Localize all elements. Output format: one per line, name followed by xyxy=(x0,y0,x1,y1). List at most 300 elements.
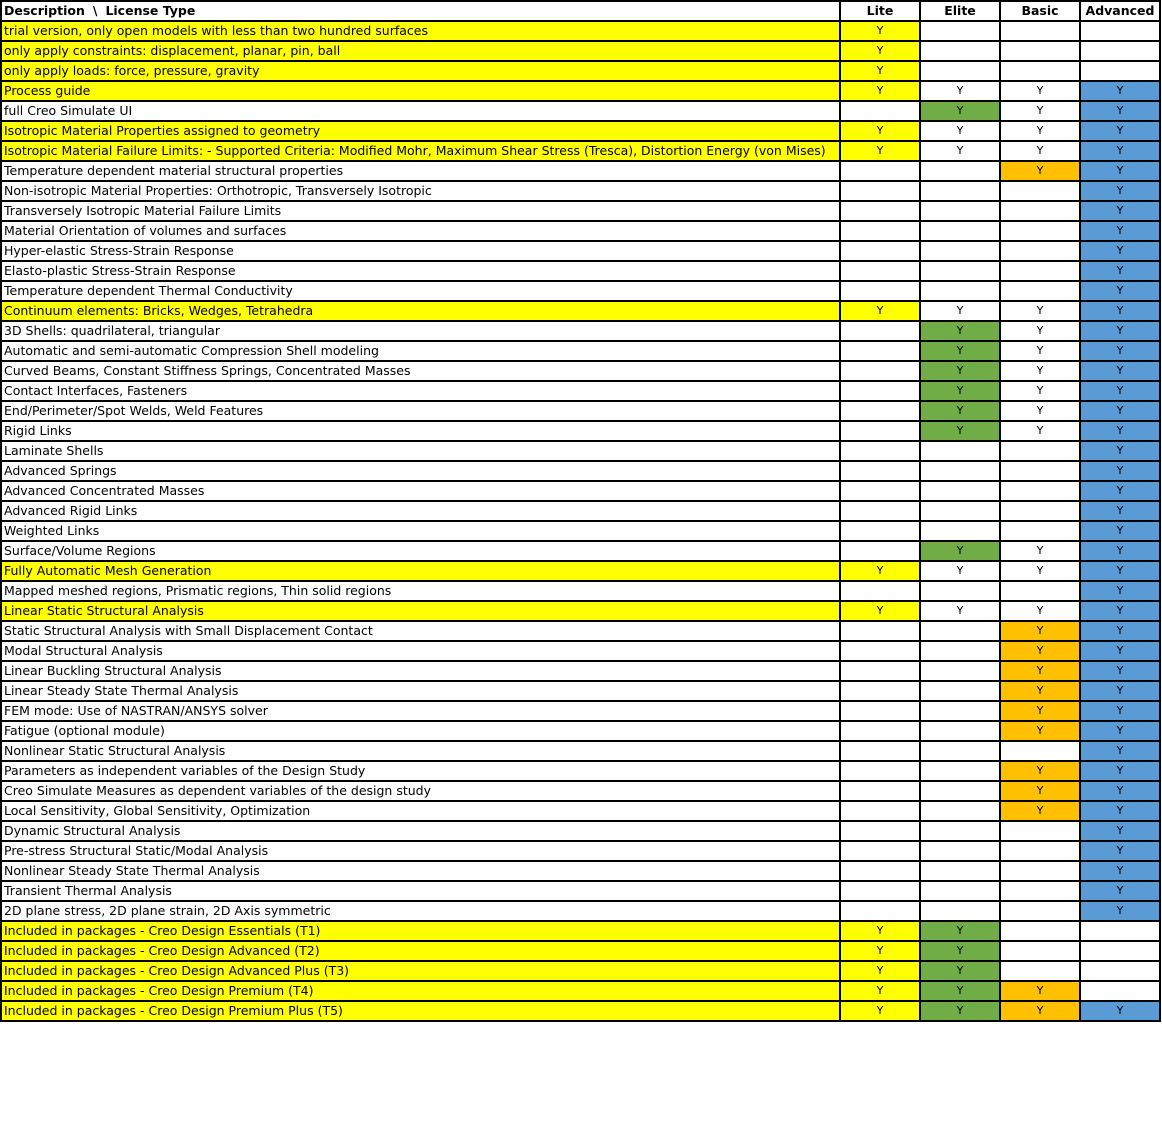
advanced-cell xyxy=(1080,961,1160,981)
feature-description: Fatigue (optional module) xyxy=(1,721,840,741)
table-row xyxy=(1,881,1160,901)
feature-description: Creo Simulate Measures as dependent variables of the design study xyxy=(1,781,840,801)
advanced-cell: Y xyxy=(1080,901,1160,921)
basic-cell xyxy=(1000,481,1080,501)
lite-cell xyxy=(840,741,920,761)
advanced-cell: Y xyxy=(1080,321,1160,341)
lite-cell xyxy=(840,361,920,381)
table-row xyxy=(1,201,1160,221)
table-row xyxy=(1,21,1160,41)
advanced-cell: Y xyxy=(1080,621,1160,641)
basic-cell: Y xyxy=(1000,701,1080,721)
lite-cell xyxy=(840,801,920,821)
advanced-cell: Y xyxy=(1080,581,1160,601)
feature-description: Included in packages - Creo Design Advanced Plus (T3) xyxy=(1,961,840,981)
lite-cell: Y xyxy=(840,121,920,141)
table-row xyxy=(1,101,1160,121)
lite-cell xyxy=(840,721,920,741)
elite-cell xyxy=(920,161,1000,181)
feature-description: 3D Shells: quadrilateral, triangular xyxy=(1,321,840,341)
feature-description: Included in packages - Creo Design Essentials (T1) xyxy=(1,921,840,941)
elite-cell xyxy=(920,621,1000,641)
advanced-cell: Y xyxy=(1080,801,1160,821)
table-row xyxy=(1,281,1160,301)
basic-cell: Y xyxy=(1000,361,1080,381)
feature-description: Linear Steady State Thermal Analysis xyxy=(1,681,840,701)
lite-cell xyxy=(840,861,920,881)
basic-cell: Y xyxy=(1000,1001,1080,1021)
advanced-cell: Y xyxy=(1080,381,1160,401)
table-row xyxy=(1,221,1160,241)
feature-description: Included in packages - Creo Design Premium Plus (T5) xyxy=(1,1001,840,1021)
header-license-type-label: License Type xyxy=(105,3,196,18)
basic-cell: Y xyxy=(1000,301,1080,321)
header-separator: \ xyxy=(92,3,98,18)
advanced-cell xyxy=(1080,61,1160,81)
feature-description: Continuum elements: Bricks, Wedges, Tetrahedra xyxy=(1,301,840,321)
feature-description: Nonlinear Static Structural Analysis xyxy=(1,741,840,761)
advanced-cell: Y xyxy=(1080,741,1160,761)
table-row xyxy=(1,481,1160,501)
advanced-cell: Y xyxy=(1080,261,1160,281)
table-row xyxy=(1,361,1160,381)
lite-cell xyxy=(840,101,920,121)
lite-cell xyxy=(840,501,920,521)
table-row xyxy=(1,441,1160,461)
elite-cell: Y xyxy=(920,301,1000,321)
lite-cell xyxy=(840,641,920,661)
elite-cell xyxy=(920,861,1000,881)
table-row xyxy=(1,941,1160,961)
lite-cell: Y xyxy=(840,1001,920,1021)
table-row xyxy=(1,461,1160,481)
header-elite: Elite xyxy=(920,1,1000,21)
lite-cell: Y xyxy=(840,941,920,961)
lite-cell: Y xyxy=(840,41,920,61)
elite-cell: Y xyxy=(920,81,1000,101)
feature-description: Pre-stress Structural Static/Modal Analysis xyxy=(1,841,840,861)
lite-cell xyxy=(840,581,920,601)
basic-cell: Y xyxy=(1000,121,1080,141)
basic-cell: Y xyxy=(1000,601,1080,621)
table-row xyxy=(1,301,1160,321)
advanced-cell: Y xyxy=(1080,301,1160,321)
advanced-cell: Y xyxy=(1080,561,1160,581)
elite-cell xyxy=(920,901,1000,921)
feature-description: Weighted Links xyxy=(1,521,840,541)
elite-cell xyxy=(920,721,1000,741)
elite-cell xyxy=(920,781,1000,801)
advanced-cell: Y xyxy=(1080,281,1160,301)
header-lite: Lite xyxy=(840,1,920,21)
elite-cell: Y xyxy=(920,341,1000,361)
basic-cell xyxy=(1000,201,1080,221)
elite-cell: Y xyxy=(920,421,1000,441)
lite-cell xyxy=(840,821,920,841)
advanced-cell: Y xyxy=(1080,241,1160,261)
feature-description: Transient Thermal Analysis xyxy=(1,881,840,901)
table-row xyxy=(1,41,1160,61)
feature-description: Rigid Links xyxy=(1,421,840,441)
lite-cell: Y xyxy=(840,21,920,41)
advanced-cell: Y xyxy=(1080,481,1160,501)
advanced-cell: Y xyxy=(1080,221,1160,241)
basic-cell xyxy=(1000,941,1080,961)
basic-cell: Y xyxy=(1000,421,1080,441)
basic-cell: Y xyxy=(1000,541,1080,561)
basic-cell: Y xyxy=(1000,101,1080,121)
table-row xyxy=(1,781,1160,801)
feature-description: Curved Beams, Constant Stiffness Springs, Concentrated Masses xyxy=(1,361,840,381)
basic-cell: Y xyxy=(1000,781,1080,801)
table-row xyxy=(1,721,1160,741)
lite-cell: Y xyxy=(840,81,920,101)
table-row xyxy=(1,241,1160,261)
elite-cell: Y xyxy=(920,921,1000,941)
advanced-cell xyxy=(1080,981,1160,1001)
table-row xyxy=(1,501,1160,521)
feature-description: Process guide xyxy=(1,81,840,101)
basic-cell: Y xyxy=(1000,621,1080,641)
table-row xyxy=(1,601,1160,621)
basic-cell: Y xyxy=(1000,341,1080,361)
lite-cell xyxy=(840,901,920,921)
advanced-cell: Y xyxy=(1080,601,1160,621)
header-row xyxy=(1,1,1160,21)
lite-cell: Y xyxy=(840,921,920,941)
lite-cell xyxy=(840,341,920,361)
feature-description: Contact Interfaces, Fasteners xyxy=(1,381,840,401)
elite-cell: Y xyxy=(920,381,1000,401)
basic-cell xyxy=(1000,521,1080,541)
feature-description: Hyper-elastic Stress-Strain Response xyxy=(1,241,840,261)
elite-cell: Y xyxy=(920,121,1000,141)
table-row xyxy=(1,1001,1160,1021)
basic-cell: Y xyxy=(1000,381,1080,401)
table-row xyxy=(1,161,1160,181)
feature-description: Parameters as independent variables of the Design Study xyxy=(1,761,840,781)
elite-cell xyxy=(920,261,1000,281)
feature-description: FEM mode: Use of NASTRAN/ANSYS solver xyxy=(1,701,840,721)
elite-cell xyxy=(920,821,1000,841)
table-row xyxy=(1,181,1160,201)
elite-cell xyxy=(920,441,1000,461)
feature-description: Fully Automatic Mesh Generation xyxy=(1,561,840,581)
lite-cell xyxy=(840,681,920,701)
table-row xyxy=(1,701,1160,721)
table-row xyxy=(1,321,1160,341)
advanced-cell: Y xyxy=(1080,181,1160,201)
table-row xyxy=(1,421,1160,441)
elite-cell xyxy=(920,21,1000,41)
basic-cell xyxy=(1000,21,1080,41)
basic-cell xyxy=(1000,921,1080,941)
elite-cell: Y xyxy=(920,361,1000,381)
elite-cell xyxy=(920,741,1000,761)
lite-cell xyxy=(840,421,920,441)
lite-cell xyxy=(840,661,920,681)
table-row xyxy=(1,401,1160,421)
basic-cell xyxy=(1000,221,1080,241)
basic-cell: Y xyxy=(1000,981,1080,1001)
advanced-cell: Y xyxy=(1080,101,1160,121)
advanced-cell: Y xyxy=(1080,681,1160,701)
advanced-cell: Y xyxy=(1080,761,1160,781)
header-description xyxy=(1,1,840,21)
advanced-cell: Y xyxy=(1080,501,1160,521)
basic-cell: Y xyxy=(1000,681,1080,701)
lite-cell xyxy=(840,401,920,421)
table-row xyxy=(1,581,1160,601)
lite-cell: Y xyxy=(840,601,920,621)
table-row xyxy=(1,381,1160,401)
table-row xyxy=(1,521,1160,541)
table-row xyxy=(1,81,1160,101)
lite-cell xyxy=(840,441,920,461)
elite-cell: Y xyxy=(920,541,1000,561)
table-row xyxy=(1,741,1160,761)
lite-cell xyxy=(840,221,920,241)
table-row xyxy=(1,561,1160,581)
basic-cell xyxy=(1000,901,1080,921)
elite-cell xyxy=(920,201,1000,221)
header-description-label: Description xyxy=(4,3,85,18)
advanced-cell: Y xyxy=(1080,841,1160,861)
lite-cell xyxy=(840,481,920,501)
elite-cell xyxy=(920,881,1000,901)
basic-cell: Y xyxy=(1000,161,1080,181)
feature-description: trial version, only open models with less than two hundred surfaces xyxy=(1,21,840,41)
lite-cell xyxy=(840,541,920,561)
elite-cell xyxy=(920,701,1000,721)
feature-description: Advanced Concentrated Masses xyxy=(1,481,840,501)
feature-description: Nonlinear Steady State Thermal Analysis xyxy=(1,861,840,881)
header-advanced: Advanced xyxy=(1080,1,1160,21)
advanced-cell: Y xyxy=(1080,781,1160,801)
basic-cell xyxy=(1000,861,1080,881)
lite-cell: Y xyxy=(840,301,920,321)
table-row xyxy=(1,861,1160,881)
feature-description: Modal Structural Analysis xyxy=(1,641,840,661)
basic-cell xyxy=(1000,241,1080,261)
advanced-cell: Y xyxy=(1080,201,1160,221)
advanced-cell: Y xyxy=(1080,861,1160,881)
lite-cell xyxy=(840,261,920,281)
elite-cell: Y xyxy=(920,321,1000,341)
lite-cell xyxy=(840,521,920,541)
advanced-cell: Y xyxy=(1080,641,1160,661)
elite-cell xyxy=(920,801,1000,821)
advanced-cell: Y xyxy=(1080,821,1160,841)
feature-description: Static Structural Analysis with Small Displacement Contact xyxy=(1,621,840,641)
elite-cell xyxy=(920,41,1000,61)
elite-cell: Y xyxy=(920,101,1000,121)
table-row xyxy=(1,801,1160,821)
lite-cell xyxy=(840,241,920,261)
elite-cell xyxy=(920,841,1000,861)
elite-cell xyxy=(920,241,1000,261)
table-row xyxy=(1,961,1160,981)
basic-cell xyxy=(1000,741,1080,761)
basic-cell xyxy=(1000,501,1080,521)
advanced-cell xyxy=(1080,41,1160,61)
lite-cell xyxy=(840,881,920,901)
lite-cell xyxy=(840,781,920,801)
advanced-cell: Y xyxy=(1080,881,1160,901)
elite-cell xyxy=(920,501,1000,521)
lite-cell: Y xyxy=(840,61,920,81)
lite-cell xyxy=(840,701,920,721)
basic-cell xyxy=(1000,441,1080,461)
advanced-cell: Y xyxy=(1080,721,1160,741)
basic-cell: Y xyxy=(1000,81,1080,101)
advanced-cell: Y xyxy=(1080,81,1160,101)
table-row xyxy=(1,981,1160,1001)
feature-description: 2D plane stress, 2D plane strain, 2D Axis symmetric xyxy=(1,901,840,921)
lite-cell xyxy=(840,761,920,781)
advanced-cell xyxy=(1080,21,1160,41)
advanced-cell xyxy=(1080,921,1160,941)
basic-cell xyxy=(1000,281,1080,301)
lite-cell xyxy=(840,381,920,401)
table-row xyxy=(1,621,1160,641)
elite-cell xyxy=(920,681,1000,701)
advanced-cell xyxy=(1080,941,1160,961)
advanced-cell: Y xyxy=(1080,401,1160,421)
advanced-cell: Y xyxy=(1080,441,1160,461)
feature-description: Dynamic Structural Analysis xyxy=(1,821,840,841)
elite-cell xyxy=(920,521,1000,541)
basic-cell: Y xyxy=(1000,641,1080,661)
basic-cell xyxy=(1000,181,1080,201)
feature-description: Laminate Shells xyxy=(1,441,840,461)
basic-cell: Y xyxy=(1000,561,1080,581)
lite-cell: Y xyxy=(840,141,920,161)
feature-description: only apply constraints: displacement, planar, pin, ball xyxy=(1,41,840,61)
advanced-cell: Y xyxy=(1080,161,1160,181)
feature-description: Automatic and semi-automatic Compression Shell modeling xyxy=(1,341,840,361)
feature-description: Non-isotropic Material Properties: Orthotropic, Transversely Isotropic xyxy=(1,181,840,201)
feature-description: Mapped meshed regions, Prismatic regions, Thin solid regions xyxy=(1,581,840,601)
feature-description: Advanced Rigid Links xyxy=(1,501,840,521)
feature-description: Advanced Springs xyxy=(1,461,840,481)
feature-description: Elasto-plastic Stress-Strain Response xyxy=(1,261,840,281)
elite-cell xyxy=(920,61,1000,81)
lite-cell xyxy=(840,841,920,861)
lite-cell xyxy=(840,181,920,201)
elite-cell: Y xyxy=(920,981,1000,1001)
basic-cell: Y xyxy=(1000,801,1080,821)
feature-description: Included in packages - Creo Design Advanced (T2) xyxy=(1,941,840,961)
table-row xyxy=(1,261,1160,281)
table-body xyxy=(1,21,1160,1021)
feature-description: Linear Static Structural Analysis xyxy=(1,601,840,621)
basic-cell xyxy=(1000,61,1080,81)
table-row xyxy=(1,141,1160,161)
table-row xyxy=(1,661,1160,681)
advanced-cell: Y xyxy=(1080,661,1160,681)
basic-cell xyxy=(1000,461,1080,481)
feature-description: Included in packages - Creo Design Premium (T4) xyxy=(1,981,840,1001)
feature-description: End/Perimeter/Spot Welds, Weld Features xyxy=(1,401,840,421)
table-row xyxy=(1,821,1160,841)
lite-cell xyxy=(840,201,920,221)
basic-cell xyxy=(1000,961,1080,981)
basic-cell xyxy=(1000,881,1080,901)
feature-description: Temperature dependent material structural properties xyxy=(1,161,840,181)
table-row xyxy=(1,841,1160,861)
basic-cell: Y xyxy=(1000,721,1080,741)
feature-description: full Creo Simulate UI xyxy=(1,101,840,121)
lite-cell xyxy=(840,621,920,641)
feature-description: only apply loads: force, pressure, gravity xyxy=(1,61,840,81)
advanced-cell: Y xyxy=(1080,461,1160,481)
elite-cell xyxy=(920,581,1000,601)
lite-cell xyxy=(840,321,920,341)
feature-description: Isotropic Material Failure Limits: - Supported Criteria: Modified Mohr, Maximum Shear Stress (Tresca), Distortion Energy (von Mises) xyxy=(1,141,840,161)
advanced-cell: Y xyxy=(1080,1001,1160,1021)
elite-cell xyxy=(920,661,1000,681)
table-row xyxy=(1,121,1160,141)
basic-cell xyxy=(1000,841,1080,861)
elite-cell: Y xyxy=(920,941,1000,961)
table-row xyxy=(1,341,1160,361)
table-row xyxy=(1,61,1160,81)
advanced-cell: Y xyxy=(1080,421,1160,441)
basic-cell xyxy=(1000,261,1080,281)
feature-description: Isotropic Material Properties assigned to geometry xyxy=(1,121,840,141)
lite-cell: Y xyxy=(840,981,920,1001)
basic-cell xyxy=(1000,581,1080,601)
lite-cell xyxy=(840,161,920,181)
elite-cell: Y xyxy=(920,961,1000,981)
elite-cell xyxy=(920,641,1000,661)
basic-cell xyxy=(1000,41,1080,61)
elite-cell: Y xyxy=(920,561,1000,581)
elite-cell xyxy=(920,281,1000,301)
elite-cell xyxy=(920,181,1000,201)
feature-description: Temperature dependent Thermal Conductivity xyxy=(1,281,840,301)
table-row xyxy=(1,921,1160,941)
basic-cell: Y xyxy=(1000,321,1080,341)
advanced-cell: Y xyxy=(1080,541,1160,561)
advanced-cell: Y xyxy=(1080,121,1160,141)
feature-description: Transversely Isotropic Material Failure Limits xyxy=(1,201,840,221)
advanced-cell: Y xyxy=(1080,521,1160,541)
table-row xyxy=(1,681,1160,701)
advanced-cell: Y xyxy=(1080,701,1160,721)
lite-cell xyxy=(840,461,920,481)
elite-cell xyxy=(920,461,1000,481)
feature-description: Local Sensitivity, Global Sensitivity, Optimization xyxy=(1,801,840,821)
table-row xyxy=(1,641,1160,661)
advanced-cell: Y xyxy=(1080,141,1160,161)
basic-cell: Y xyxy=(1000,401,1080,421)
elite-cell xyxy=(920,481,1000,501)
lite-cell xyxy=(840,281,920,301)
table-row xyxy=(1,541,1160,561)
elite-cell xyxy=(920,761,1000,781)
feature-description: Linear Buckling Structural Analysis xyxy=(1,661,840,681)
elite-cell: Y xyxy=(920,1001,1000,1021)
header-basic: Basic xyxy=(1000,1,1080,21)
elite-cell: Y xyxy=(920,141,1000,161)
lite-cell: Y xyxy=(840,561,920,581)
table-row xyxy=(1,761,1160,781)
elite-cell: Y xyxy=(920,601,1000,621)
lite-cell: Y xyxy=(840,961,920,981)
basic-cell xyxy=(1000,821,1080,841)
